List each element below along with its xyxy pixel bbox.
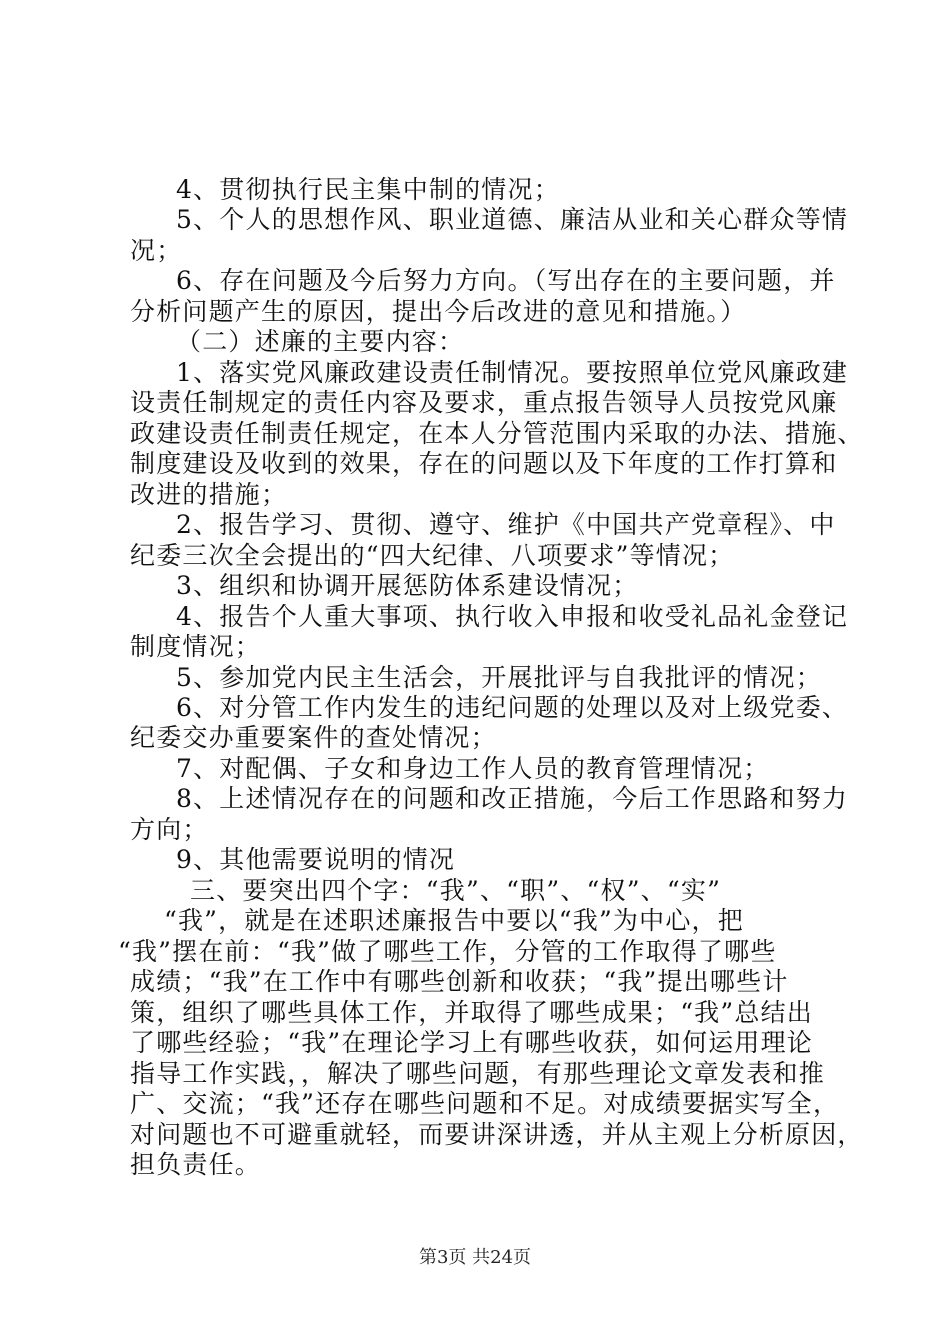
- text-line: 制度建设及收到的效果，存在的问题以及下年度的工作打算和: [130, 449, 838, 478]
- text-line: 3、组织和协调开展惩防体系建设情况；: [176, 571, 639, 600]
- text-line: 担负责任。: [130, 1150, 262, 1179]
- text-line: 了哪些经验；“我”在理论学习上有哪些收获，如何运用理论: [130, 1028, 813, 1057]
- page-footer: 第3页 共24页: [418, 1247, 532, 1268]
- text-line: 分析问题产生的原因，提出今后改进的意见和措施。）: [130, 297, 747, 326]
- text-line: 5、个人的思想作风、职业道德、廉洁从业和关心群众等情: [176, 205, 849, 234]
- text-line: “我”摆在前：“我”做了哪些工作，分管的工作取得了哪些: [118, 937, 777, 966]
- text-line: 2、报告学习、贯彻、遵守、维护《中国共产党章程》、中: [176, 510, 836, 539]
- text-line: 设责任制规定的责任内容及要求，重点报告领导人员按党风廉: [130, 388, 838, 417]
- text-line: 5、参加党内民主生活会，开展批评与自我批评的情况；: [176, 663, 822, 692]
- text-line: 成绩；“我”在工作中有哪些创新和收获；“我”提出哪些计: [130, 967, 789, 996]
- text-line: 对问题也不可避重就轻，而要讲深讲透，并从主观上分析原因，: [130, 1120, 864, 1149]
- section-heading: 三、要突出四个字：“我”、“职”、“权”、“实”: [190, 876, 722, 905]
- section-heading: （二）述廉的主要内容：: [176, 327, 465, 356]
- text-line: “我”，就是在述职述廉报告中要以“我”为中心，把: [164, 906, 744, 935]
- text-line: 8、上述情况存在的问题和改正措施，今后工作思路和努力: [176, 784, 849, 813]
- text-line: 1、落实党风廉政建设责任制情况。要按照单位党风廉政建: [176, 358, 849, 387]
- text-line: 策，组织了哪些具体工作，并取得了哪些成果；“我”总结出: [130, 998, 813, 1027]
- text-line: 6、对分管工作内发生的违纪问题的处理以及对上级党委、: [176, 693, 849, 722]
- text-line: 政建设责任制责任规定，在本人分管范围内采取的办法、措施、: [130, 419, 864, 448]
- text-line: 6、存在问题及今后努力方向。（写出存在的主要问题，并: [176, 266, 836, 295]
- text-line: 纪委三次全会提出的“四大纪律、八项要求”等情况；: [130, 541, 735, 570]
- text-line: 制度情况；: [130, 632, 262, 661]
- text-line: 改进的措施；: [130, 480, 288, 509]
- text-line: 4、报告个人重大事项、执行收入申报和收受礼品礼金登记: [176, 602, 849, 631]
- text-line: 4、贯彻执行民主集中制的情况；: [176, 175, 560, 204]
- text-line: 指导工作实践，，解决了哪些问题，有那些理论文章发表和推: [130, 1059, 825, 1088]
- text-line: 7、对配偶、子女和身边工作人员的教育管理情况；: [176, 754, 770, 783]
- text-line: 况；: [130, 236, 183, 265]
- text-line: 纪委交办重要案件的查处情况；: [130, 723, 497, 752]
- text-line: 方向；: [130, 815, 209, 844]
- text-line: 9、其他需要说明的情况: [176, 845, 456, 874]
- text-line: 广、交流；“我”还存在哪些问题和不足。对成绩要据实写全，: [130, 1089, 840, 1118]
